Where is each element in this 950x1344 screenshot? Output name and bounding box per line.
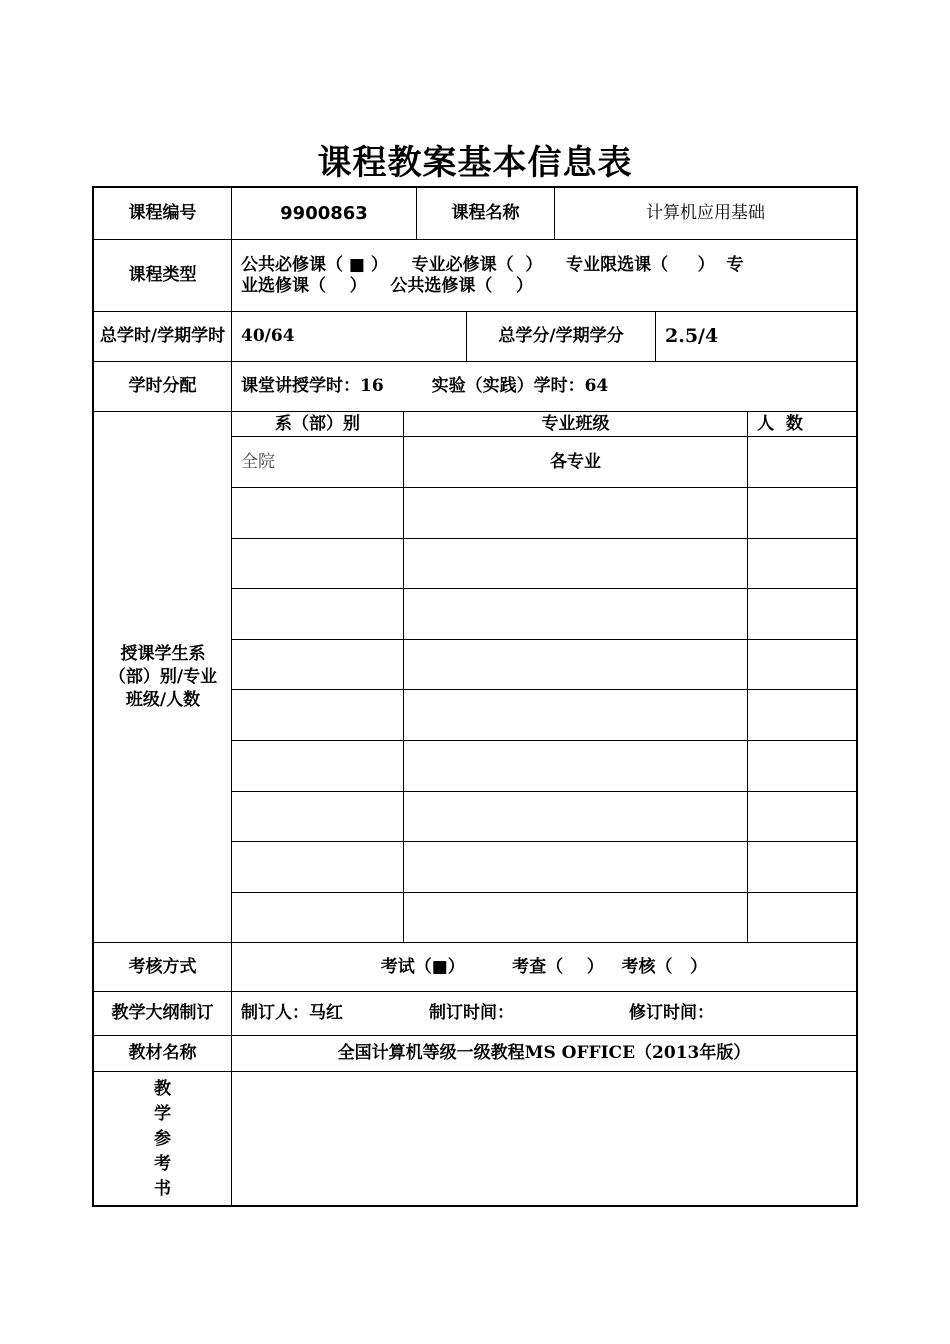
students-row1-dept: 全院 [241,451,275,472]
exam-label: 考核方式 [128,956,197,977]
lab-hours: 实验（实践）学时：64 [431,376,609,396]
course-type-line-2: 业选修课（ ） 公共选修课（ ） [241,275,534,296]
exam-value: 考试（■） 考查（ ） 考核（ ） [380,956,708,977]
students-col-class: 专业班级 [541,413,610,434]
course-code-value: 9900863 [280,203,368,224]
row-divider [231,639,856,640]
course-name-value: 计算机应用基础 [646,203,765,223]
course-code-label: 课程编号 [128,203,197,223]
students-label: 授课学生系（部）别/专业班级/人数 [108,643,218,710]
syllabus-maker: 制订人：马红 [241,1003,343,1023]
row-divider [231,892,856,893]
reference-char: 学 [154,1104,171,1124]
syllabus-label: 教学大纲制订 [111,1003,214,1023]
row-divider [231,841,856,842]
lecture-hours: 课堂讲授学时：16 [241,376,384,396]
reference-char: 书 [154,1179,171,1199]
row-divider [231,791,856,792]
row-divider [231,538,856,539]
row-divider [231,588,856,589]
students-row1-class: 各专业 [550,451,601,472]
students-col-dept: 系（部）别 [275,413,360,434]
row-divider [231,487,856,488]
row-divider [231,689,856,690]
credits-value: 2.5/4 [665,325,719,347]
reference-books-value [232,1072,856,1207]
hour-distribution-values [232,362,856,411]
syllabus-time: 制订时间： [429,1003,514,1023]
reference-books-label [94,1072,231,1207]
hour-distribution-label: 学时分配 [128,376,197,396]
course-name-label: 课程名称 [451,203,520,223]
textbook-value: 全国计算机等级一级教程MS OFFICE（2013年版） [337,1043,751,1063]
course-type-label: 课程类型 [128,265,197,285]
course-type-options [232,240,854,311]
reference-char: 考 [154,1154,171,1174]
hours-value: 40/64 [241,326,295,346]
textbook-label: 教材名称 [128,1043,197,1063]
syllabus-values [232,992,856,1035]
reference-char: 参 [154,1129,171,1149]
col-divider [403,411,404,942]
course-type-line-1: 公共必修课（ ■ ） 专业必修课（ ） 专业限选课（ ） 专 [241,254,744,275]
col-divider [747,411,748,942]
syllabus-revise: 修订时间： [629,1003,714,1023]
hours-label: 总学时/学期学时 [99,326,226,346]
page-title: 课程教案基本信息表 [317,143,633,183]
row-divider [231,740,856,741]
reference-char: 教 [154,1079,171,1099]
credits-label: 总学分/学期学分 [498,326,624,346]
students-col-count: 人 数 [757,413,803,434]
info-table [92,186,858,1207]
